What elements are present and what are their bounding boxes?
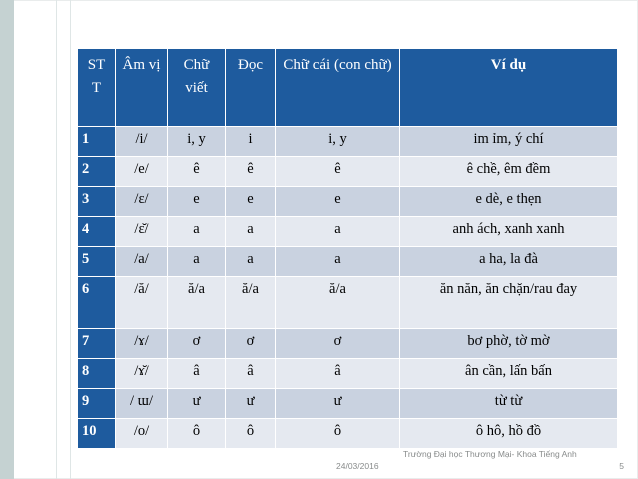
cell-am-vi: /o/	[116, 419, 168, 449]
cell-chu-cai: a	[276, 247, 400, 277]
cell-vi-du: bơ phờ, tờ mờ	[400, 329, 618, 359]
footer-date: 24/03/2016	[336, 461, 379, 471]
cell-vi-du: a ha, la đà	[400, 247, 618, 277]
footer-page-number: 5	[619, 461, 624, 471]
cell-chu-viet: ê	[168, 157, 226, 187]
header-am-vi: Âm vị	[116, 49, 168, 127]
cell-vi-du: ăn năn, ăn chặn/rau đay	[400, 277, 618, 329]
cell-chu-viet: ơ	[168, 329, 226, 359]
header-stt: ST T	[78, 49, 116, 127]
cell-doc: ơ	[226, 329, 276, 359]
cell-vi-du: ô hô, hồ đồ	[400, 419, 618, 449]
cell-stt: 6	[78, 277, 116, 329]
footer-organization: Trường Đại học Thương Mại- Khoa Tiếng Anh	[403, 449, 577, 459]
vowel-table	[77, 48, 618, 449]
cell-vi-du: ân cần, lấn bấn	[400, 359, 618, 389]
table-row	[78, 419, 618, 449]
table-row	[78, 157, 618, 187]
cell-am-vi: /ɛ/	[116, 187, 168, 217]
table-row	[78, 127, 618, 157]
cell-stt: 8	[78, 359, 116, 389]
header-chu-cai: Chữ cái (con chữ)	[276, 49, 400, 127]
cell-chu-cai: â	[276, 359, 400, 389]
table-row	[78, 389, 618, 419]
cell-stt: 10	[78, 419, 116, 449]
cell-doc: â	[226, 359, 276, 389]
cell-am-vi: /ɛ̆/	[116, 217, 168, 247]
cell-chu-cai: ô	[276, 419, 400, 449]
table-header-row	[78, 49, 618, 127]
decorative-line	[70, 0, 71, 479]
cell-chu-cai: a	[276, 217, 400, 247]
table-row	[78, 329, 618, 359]
cell-doc: a	[226, 217, 276, 247]
cell-chu-viet: â	[168, 359, 226, 389]
cell-chu-viet: e	[168, 187, 226, 217]
cell-chu-cai: i, y	[276, 127, 400, 157]
cell-chu-viet: i, y	[168, 127, 226, 157]
table-row	[78, 277, 618, 329]
cell-doc: ê	[226, 157, 276, 187]
cell-doc: ư	[226, 389, 276, 419]
cell-chu-viet: ô	[168, 419, 226, 449]
table-row	[78, 187, 618, 217]
cell-vi-du: ê chề, êm đềm	[400, 157, 618, 187]
decorative-line	[56, 0, 57, 479]
cell-chu-cai: ă/a	[276, 277, 400, 329]
header-vi-du: Ví dụ	[400, 49, 618, 127]
header-chu-viet: Chữ viết	[168, 49, 226, 127]
cell-doc: ă/a	[226, 277, 276, 329]
cell-doc: e	[226, 187, 276, 217]
cell-chu-cai: e	[276, 187, 400, 217]
cell-am-vi: /e/	[116, 157, 168, 187]
cell-stt: 4	[78, 217, 116, 247]
cell-am-vi: /ɤ̆/	[116, 359, 168, 389]
cell-am-vi: /a/	[116, 247, 168, 277]
left-decorative-bar	[0, 0, 14, 479]
cell-chu-cai: ơ	[276, 329, 400, 359]
cell-stt: 3	[78, 187, 116, 217]
cell-doc: ô	[226, 419, 276, 449]
cell-chu-viet: ư	[168, 389, 226, 419]
cell-stt: 5	[78, 247, 116, 277]
cell-am-vi: /ɤ/	[116, 329, 168, 359]
table-row	[78, 359, 618, 389]
cell-am-vi: /ă/	[116, 277, 168, 329]
cell-vi-du: từ từ	[400, 389, 618, 419]
cell-vi-du: e dè, e thẹn	[400, 187, 618, 217]
cell-chu-viet: a	[168, 247, 226, 277]
cell-stt: 1	[78, 127, 116, 157]
cell-am-vi: /i/	[116, 127, 168, 157]
table-row	[78, 247, 618, 277]
cell-chu-viet: ă/a	[168, 277, 226, 329]
cell-doc: a	[226, 247, 276, 277]
table-row	[78, 217, 618, 247]
cell-stt: 9	[78, 389, 116, 419]
cell-vi-du: im ỉm, ý chí	[400, 127, 618, 157]
cell-chu-cai: ư	[276, 389, 400, 419]
cell-am-vi: / ɯ/	[116, 389, 168, 419]
header-doc: Đọc	[226, 49, 276, 127]
cell-doc: i	[226, 127, 276, 157]
cell-chu-cai: ê	[276, 157, 400, 187]
cell-vi-du: anh ách, xanh xanh	[400, 217, 618, 247]
cell-chu-viet: a	[168, 217, 226, 247]
cell-stt: 7	[78, 329, 116, 359]
cell-stt: 2	[78, 157, 116, 187]
